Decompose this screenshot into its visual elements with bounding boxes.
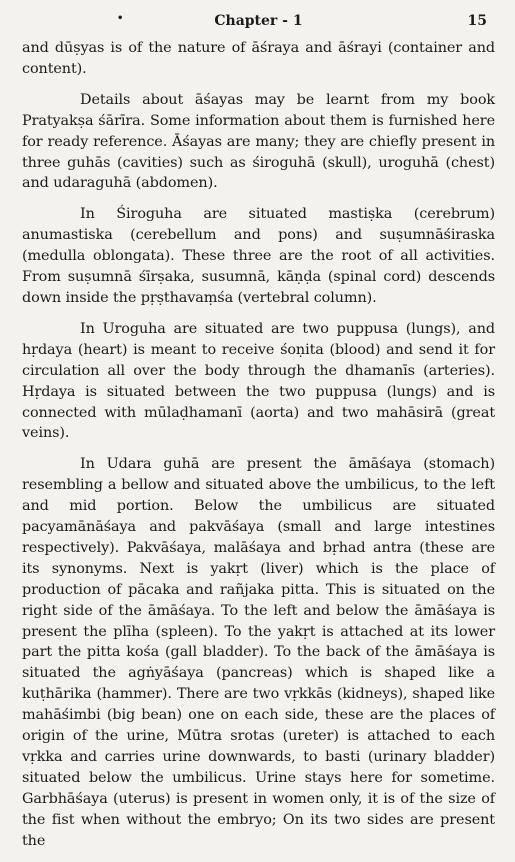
page-number: 15 (467, 13, 487, 29)
header-mark: • (117, 13, 124, 24)
paragraph-asayas: Details about āśayas may be learnt from my book Pratyakṣa śārīra. Some information about them is furnished here for ready reference. Āśayas are many; they are chiefly present in three guhās (cavities) such as śiroguhā (skull), uroguhā (chest) and udaraguhā (abdomen). (22, 91, 495, 192)
chapter-title: Chapter - 1 (214, 13, 303, 29)
paragraph-continuation: and dūṣyas is of the nature of āśraya and āśrayi (container and content). (22, 40, 495, 77)
running-header (22, 10, 495, 36)
paragraph-udara-guha: In Udara guhā are present the āmāśaya (stomach) resembling a bellow and situated above the umbilicus, to the left and mid portion. Below the umbilicus are situated pacyamānāśaya and pakvāśaya (small and large intestines respectively). Pakvāśaya, malāśaya and bṛhad antra (these are its synonyms. Next is yakṛt (liver) which is the place of production of pācaka and rañjaka pitta. This is situated on the right side of the āmāśaya. To the left and below the āmāśaya is present the plīha (spleen). To the yakṛt is attached at its lower part the pitta kośa (gall bladder). To the back of the āmāśaya is situated the agṅyāśaya (pancreas) which is shaped like a kuṭhārika (hammer). There are two vṛkkās (kidneys), shaped like mahāśimbi (big bean) one on each side, these are the places of origin of the urine, Mūtra srotas (ureter) is attached to each vṛkka and carries urine downwards, to basti (urinary bladder) situated below the umbilicus. Urine stays here for sometime. Garbhāśaya (uterus) is present in women only, it is of the size of the fist when without the embryo; On its two sides are present the (22, 456, 495, 849)
paragraph-siroguha: In Śiroguha are situated mastiṣka (cerebrum) anumastiska (cerebellum and pons) and suṣumnāśiraska (medulla oblongata). These three are the root of all activities. From suṣumnā śīrṣaka, susumnā, kāṇḍa (spinal cord) descends down inside the pṛṣthavaṃśa (vertebral column). (22, 206, 495, 306)
paragraph-uroguha: In Uroguha are situated are two puppusa (lungs), and hṛdaya (heart) is meant to receive śoṇita (blood) and send it for circulation all over the body through the dhamanīs (arteries). Hṛdaya is situated between the two puppusa (lungs) and is connected with mūlaḍhamanī (aorta) and two mahāsirā (great veins). (22, 320, 495, 442)
